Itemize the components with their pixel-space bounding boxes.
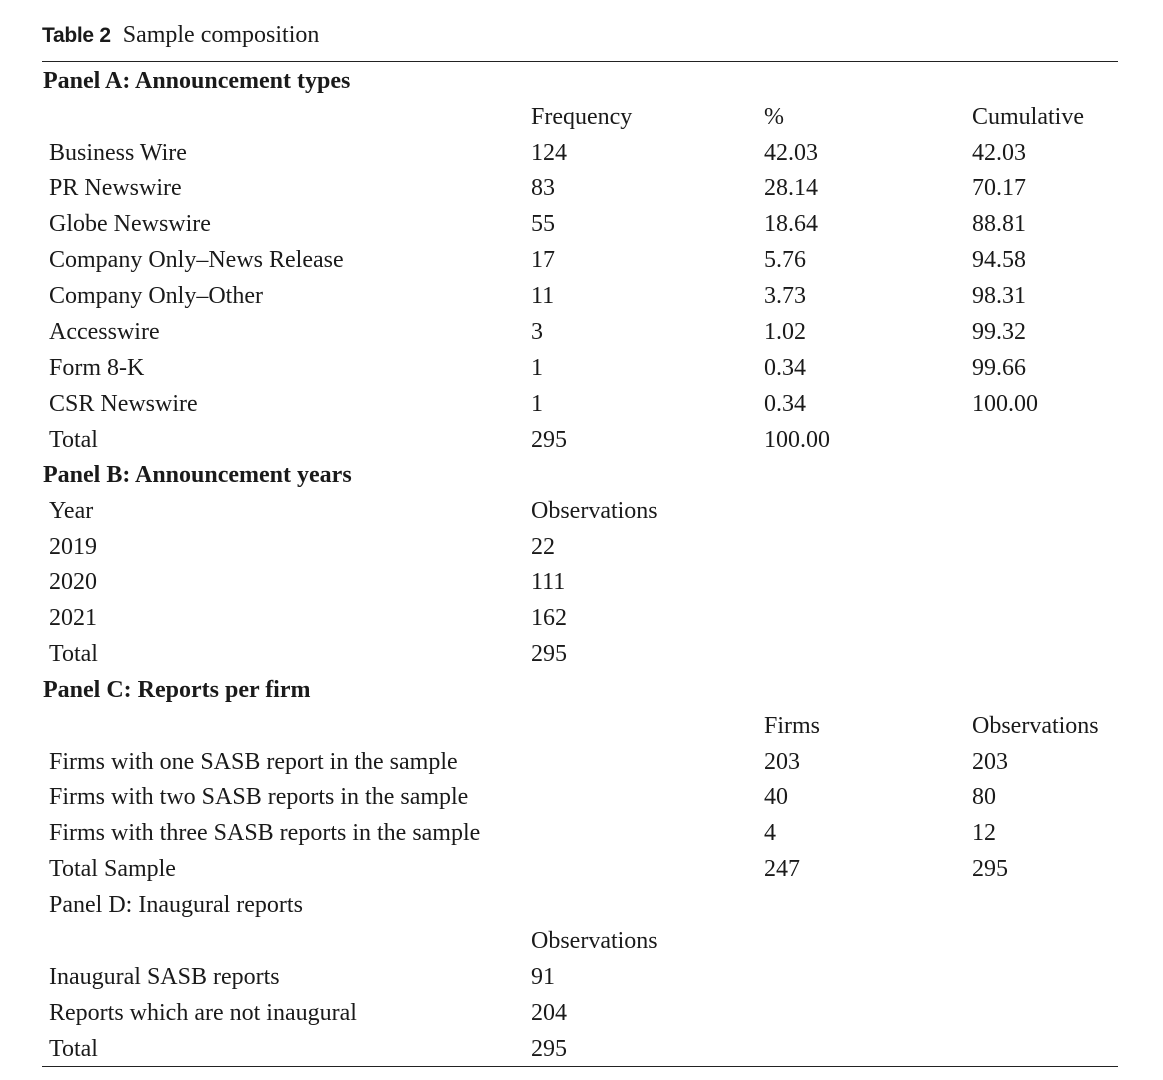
panel-a-row-cumulative: 70.17 (972, 175, 1026, 201)
panel-a-row-percent: 0.34 (764, 355, 806, 381)
panel-a-header-frequency: Frequency (531, 104, 633, 130)
panel-a-row-label: Company Only–News Release (49, 247, 344, 273)
panel-b-row-observations: 162 (531, 605, 567, 631)
panel-c-title: Panel C: Reports per firm (43, 677, 311, 703)
panel-a-row-cumulative: 99.66 (972, 355, 1026, 381)
panel-a-row-cumulative: 94.58 (972, 247, 1026, 273)
panel-a-row-cumulative: 99.32 (972, 319, 1026, 345)
panel-a-row-cumulative: 42.03 (972, 140, 1026, 166)
panel-c-row-firms: 203 (764, 749, 800, 775)
panel-d-row-observations: 204 (531, 1000, 567, 1026)
panel-c-total-firms: 247 (764, 856, 800, 882)
panel-d-title: Panel D: Inaugural reports (49, 892, 303, 918)
panel-c-header-observations: Observations (972, 713, 1099, 739)
panel-c-row-firms: 4 (764, 820, 776, 846)
panel-a-row-percent: 0.34 (764, 391, 806, 417)
panel-c-row-observations: 80 (972, 784, 996, 810)
panel-c-total-observations: 295 (972, 856, 1008, 882)
panel-b-row-observations: 111 (531, 569, 566, 595)
panel-a-row-cumulative: 100.00 (972, 391, 1038, 417)
panel-a-header-percent: % (764, 104, 784, 130)
panel-a-row-label: Globe Newswire (49, 211, 211, 237)
panel-a-row-frequency: 17 (531, 247, 555, 273)
panel-d-header-observations: Observations (531, 928, 658, 954)
panel-a-row-label: Business Wire (49, 140, 187, 166)
panel-a-total-label: Total (49, 427, 98, 453)
panel-c-row-label: Firms with one SASB report in the sample (49, 749, 458, 775)
panel-a-row-frequency: 124 (531, 140, 567, 166)
panel-a-row-label: PR Newswire (49, 175, 182, 201)
panel-b-title: Panel B: Announcement years (43, 462, 352, 488)
panel-c-total-label: Total Sample (49, 856, 176, 882)
panel-a-row-percent: 1.02 (764, 319, 806, 345)
panel-a-row-frequency: 55 (531, 211, 555, 237)
panel-a-row-label: Accesswire (49, 319, 160, 345)
panel-d-total-label: Total (49, 1036, 98, 1062)
panel-c-row-firms: 40 (764, 784, 788, 810)
panel-a-row-percent: 28.14 (764, 175, 818, 201)
panel-a-row-percent: 18.64 (764, 211, 818, 237)
panel-b-row-observations: 22 (531, 534, 555, 560)
panel-a-row-frequency: 11 (531, 283, 555, 309)
panel-c-row-observations: 12 (972, 820, 996, 846)
panel-a-row-frequency: 1 (531, 391, 543, 417)
panel-b-total-observations: 295 (531, 641, 567, 667)
panel-a-row-frequency: 83 (531, 175, 555, 201)
panel-a-row-label: Company Only–Other (49, 283, 263, 309)
table-title: Sample composition (122, 22, 320, 48)
panel-b-row-year: 2019 (49, 534, 97, 560)
table-bottom-rule (42, 1066, 1118, 1067)
panel-d-row-observations: 91 (531, 964, 555, 990)
panel-b-header-year: Year (49, 498, 94, 524)
panel-c-header-firms: Firms (764, 713, 821, 739)
panel-a-row-cumulative: 98.31 (972, 283, 1026, 309)
panel-a-row-label: CSR Newswire (49, 391, 198, 417)
table-number: Table 2 (42, 24, 111, 47)
panel-c-row-label: Firms with three SASB reports in the sample (49, 820, 481, 846)
panel-a-row-cumulative: 88.81 (972, 211, 1026, 237)
panel-b-total-label: Total (49, 641, 98, 667)
panel-a-row-label: Form 8-K (49, 355, 145, 381)
panel-b-row-year: 2020 (49, 569, 97, 595)
panel-a-row-frequency: 3 (531, 319, 543, 345)
panel-b-row-year: 2021 (49, 605, 97, 631)
panel-a-total-percent: 100.00 (764, 427, 830, 453)
panel-a-title: Panel A: Announcement types (43, 68, 351, 94)
panel-d-row-label: Inaugural SASB reports (49, 964, 280, 990)
panel-a-total-frequency: 295 (531, 427, 567, 453)
panel-a-row-frequency: 1 (531, 355, 543, 381)
panel-d-row-label: Reports which are not inaugural (49, 1000, 357, 1026)
panel-a-header-cumulative: Cumulative (972, 104, 1084, 130)
panel-a-row-percent: 5.76 (764, 247, 806, 273)
panel-c-row-label: Firms with two SASB reports in the sample (49, 784, 469, 810)
panel-b-header-observations: Observations (531, 498, 658, 524)
panel-d-total-observations: 295 (531, 1036, 567, 1062)
panel-a-row-percent: 3.73 (764, 283, 806, 309)
panel-c-row-observations: 203 (972, 749, 1008, 775)
panel-a-row-percent: 42.03 (764, 140, 818, 166)
